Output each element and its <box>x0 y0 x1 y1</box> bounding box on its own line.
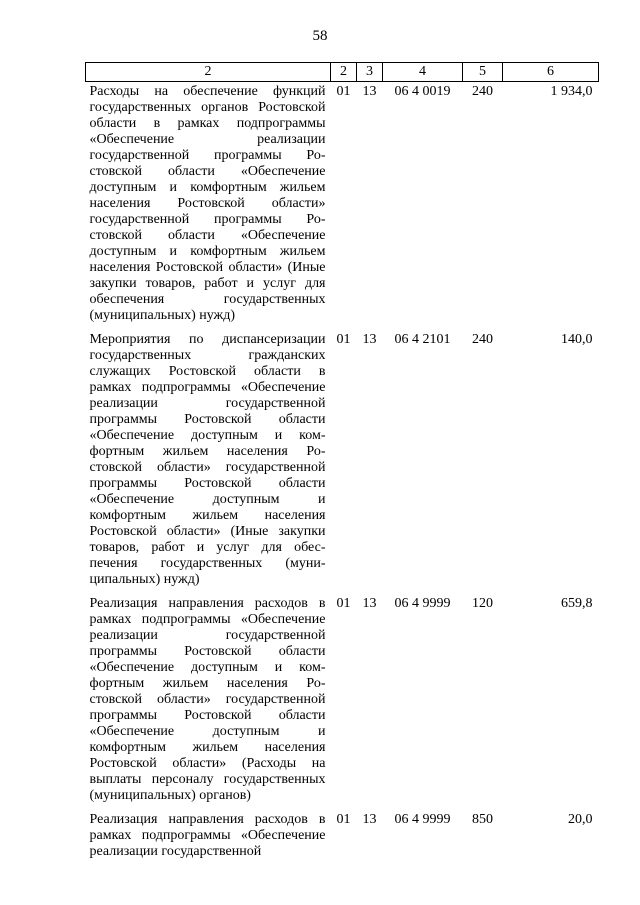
row-amount: 1 934,0 <box>550 84 593 99</box>
row-subsection: 13 <box>362 332 377 347</box>
row-description: Реализация направления расходов в рамках подпрограммы «Обеспечение реализации государственной программы Ростовской области «Обеспечение доступным и комфортным жильем населения Ростовской области» государственной программы Ростовской области «Обеспечение доступным и комфортным жильем населения Ростовской области» (Расходы на выплаты персоналу государственных (муниципальных) органов) <box>89 596 326 803</box>
row-description: Расходы на обеспечение функций государственных органов Ростовской области в рамках подпрограммы «Обеспечение реализации государственной программы Ростовской области «Обеспечение доступным и комфортным жильем населения Ростовской области» государственной программы Ростовской области «Обеспечение доступным и комфортным жильем населения Ростовской области» (Иные закупки товаров, работ и услуг для обеспечения государственных (муниципальных) нужд) <box>89 84 326 323</box>
row-section: 01 <box>336 596 351 611</box>
row-target-item: 06 4 0019 <box>394 84 451 99</box>
column-header-section: 2 <box>331 63 357 82</box>
row-target-item: 06 4 9999 <box>394 596 451 611</box>
table-row <box>86 82 599 331</box>
table-row <box>86 594 599 810</box>
row-section: 01 <box>336 812 351 827</box>
table-header-row <box>86 63 599 82</box>
row-subsection: 13 <box>362 812 377 827</box>
row-target-item: 06 4 9999 <box>394 812 451 827</box>
row-amount: 20,0 <box>568 812 593 827</box>
row-expense-type: 240 <box>472 84 493 99</box>
table-row <box>86 330 599 594</box>
row-section: 01 <box>336 332 351 347</box>
column-header-target-item: 4 <box>383 63 463 82</box>
table-row <box>86 810 599 870</box>
row-amount: 659,8 <box>561 596 593 611</box>
row-subsection: 13 <box>362 84 377 99</box>
column-header-subsection: 3 <box>357 63 383 82</box>
row-subsection: 13 <box>362 596 377 611</box>
row-amount: 140,0 <box>561 332 593 347</box>
row-expense-type: 120 <box>472 596 493 611</box>
page-number: 58 <box>312 28 328 44</box>
column-header-amount: 6 <box>503 63 599 82</box>
budget-table <box>85 62 599 870</box>
column-header-expense-type: 5 <box>463 63 503 82</box>
row-description: Реализация направления расходов в рамках подпрограммы «Обеспечение реализации государственной <box>89 812 326 859</box>
row-target-item: 06 4 2101 <box>394 332 451 347</box>
row-section: 01 <box>336 84 351 99</box>
row-description: Мероприятия по диспансеризации государственных гражданских служащих Ростовской области в рамках подпрограммы «Обеспечение реализации государственной программы Ростовской области «Обеспечение доступным и комфортным жильем населения Ростовской области» государственной программы Ростовской области «Обеспечение доступным и комфортным жильем населения Ростовской области» (Иные закупки товаров, работ и услуг для обеспечения государственных (муниципальных) нужд) <box>89 332 326 587</box>
row-expense-type: 850 <box>472 812 493 827</box>
row-expense-type: 240 <box>472 332 493 347</box>
column-header-description: 2 <box>86 63 331 82</box>
